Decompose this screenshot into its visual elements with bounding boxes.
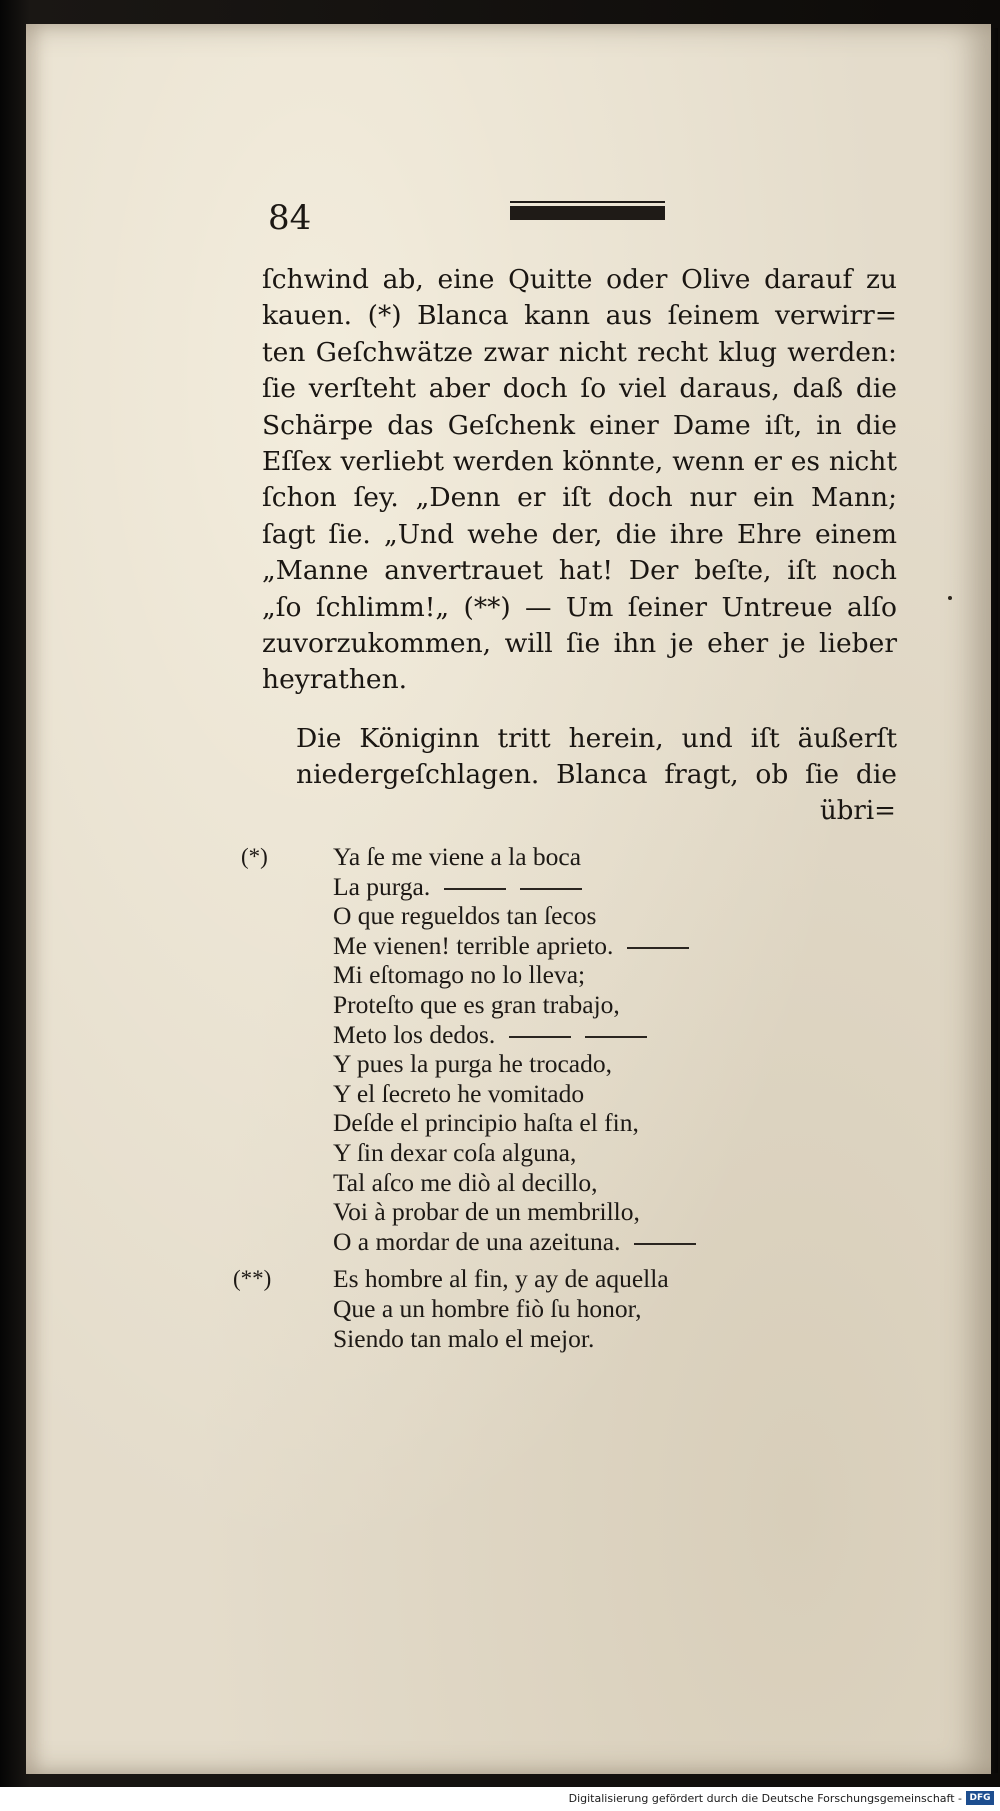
text-line: ſchwind ab, eine Quitte oder Olive darauf zu — [262, 264, 897, 295]
dash-rule — [444, 888, 506, 890]
verse-text: O a mordar de una azeituna. — [333, 1226, 621, 1256]
verse-line: Voi à probar de un membrillo, — [333, 1197, 640, 1227]
verse-line: Que a un hombre fiò ſu honor, — [333, 1293, 642, 1323]
catchword: übri= — [820, 796, 896, 826]
verse-line — [275, 1227, 895, 1257]
text-line: ten Geſchwätze zwar nicht recht klug werden: — [262, 336, 897, 368]
verse-line: Y pues la purga he trocado, — [333, 1049, 612, 1079]
text-line: Schärpe das Geſchenk einer Dame iſt, in die — [262, 409, 897, 441]
dash-rule — [585, 1036, 647, 1038]
header-rule — [510, 206, 665, 220]
verse-line: Y el ſecreto he vomitado — [333, 1078, 585, 1108]
dash-rule — [520, 888, 582, 890]
main-text — [262, 262, 897, 794]
verse-text: Me vienen! terrible aprieto. — [333, 930, 614, 960]
footnote-marker: (*) — [241, 844, 268, 869]
text-line: kauen. (*) Blanca kann aus ſeinem verwirr= — [262, 300, 897, 332]
text-line: „ſo ſchlimm!„ (**) — Um ſeiner Untreue alſo — [262, 591, 897, 623]
footnote-2 — [233, 1264, 895, 1353]
paragraph-1 — [262, 262, 897, 699]
verse-line: Ya ſe me viene a la boca — [333, 842, 582, 871]
text-line: niedergeſchlagen. Blanca fragt, ob ſie die — [296, 759, 897, 791]
page-number: 84 — [268, 198, 312, 238]
dash-rule — [509, 1036, 571, 1038]
footnotes — [233, 842, 895, 1353]
footer-credit: Digitalisierung gefördert durch die Deutsche Forschungsgemeinschaft - — [568, 1792, 962, 1805]
footnote-1 — [241, 842, 895, 1256]
text-line: Die Königinn tritt herein, und iſt äußerſt — [296, 722, 897, 754]
text-line: heyrathen. — [262, 664, 408, 696]
verse-line: Mi eſtomago no lo lleva; — [333, 960, 586, 990]
verse-text: Meto los dedos. — [333, 1019, 496, 1049]
footnote-marker: (**) — [233, 1266, 272, 1292]
text-line: ſchon ſey. „Denn er iſt doch nur ein Mann; — [262, 482, 897, 514]
text-line: Eſſex verliebt werden könnte, wenn er es nicht — [262, 446, 897, 478]
verse-line: Deſde el principio haſta el fin, — [333, 1108, 639, 1138]
text-line: ſie verſteht aber doch ſo viel daraus, daß die — [262, 373, 897, 405]
verse-line — [275, 872, 895, 902]
verse-line: Y ſin dexar coſa alguna, — [333, 1137, 577, 1167]
dash-rule — [634, 1243, 696, 1245]
verse-line — [275, 1020, 895, 1050]
verse-line — [275, 931, 895, 961]
ink-speck — [948, 596, 952, 600]
verse-text: La purga. — [333, 871, 431, 901]
text-line: ſagt ſie. „Und wehe der, die ihre Ehre einem — [262, 518, 897, 550]
verse-line: Es hombre al fin, y ay de aquella — [333, 1264, 669, 1294]
paragraph-2 — [262, 721, 897, 794]
verse-line: Tal aſco me diò al decillo, — [333, 1167, 598, 1197]
text-line: „Manne anvertrauet hat! Der beſte, iſt noch — [262, 555, 897, 587]
dash-rule — [627, 947, 689, 949]
text-line: zuvorzukommen, will ſie ihn je eher je lieber — [262, 628, 897, 660]
dfg-logo: DFG — [966, 1791, 994, 1805]
verse-line: O que regueldos tan ſecos — [333, 901, 597, 931]
verse-line: Siendo tan malo el mejor. — [333, 1323, 595, 1353]
verse-line: Proteſto que es gran trabajo, — [333, 989, 620, 1019]
